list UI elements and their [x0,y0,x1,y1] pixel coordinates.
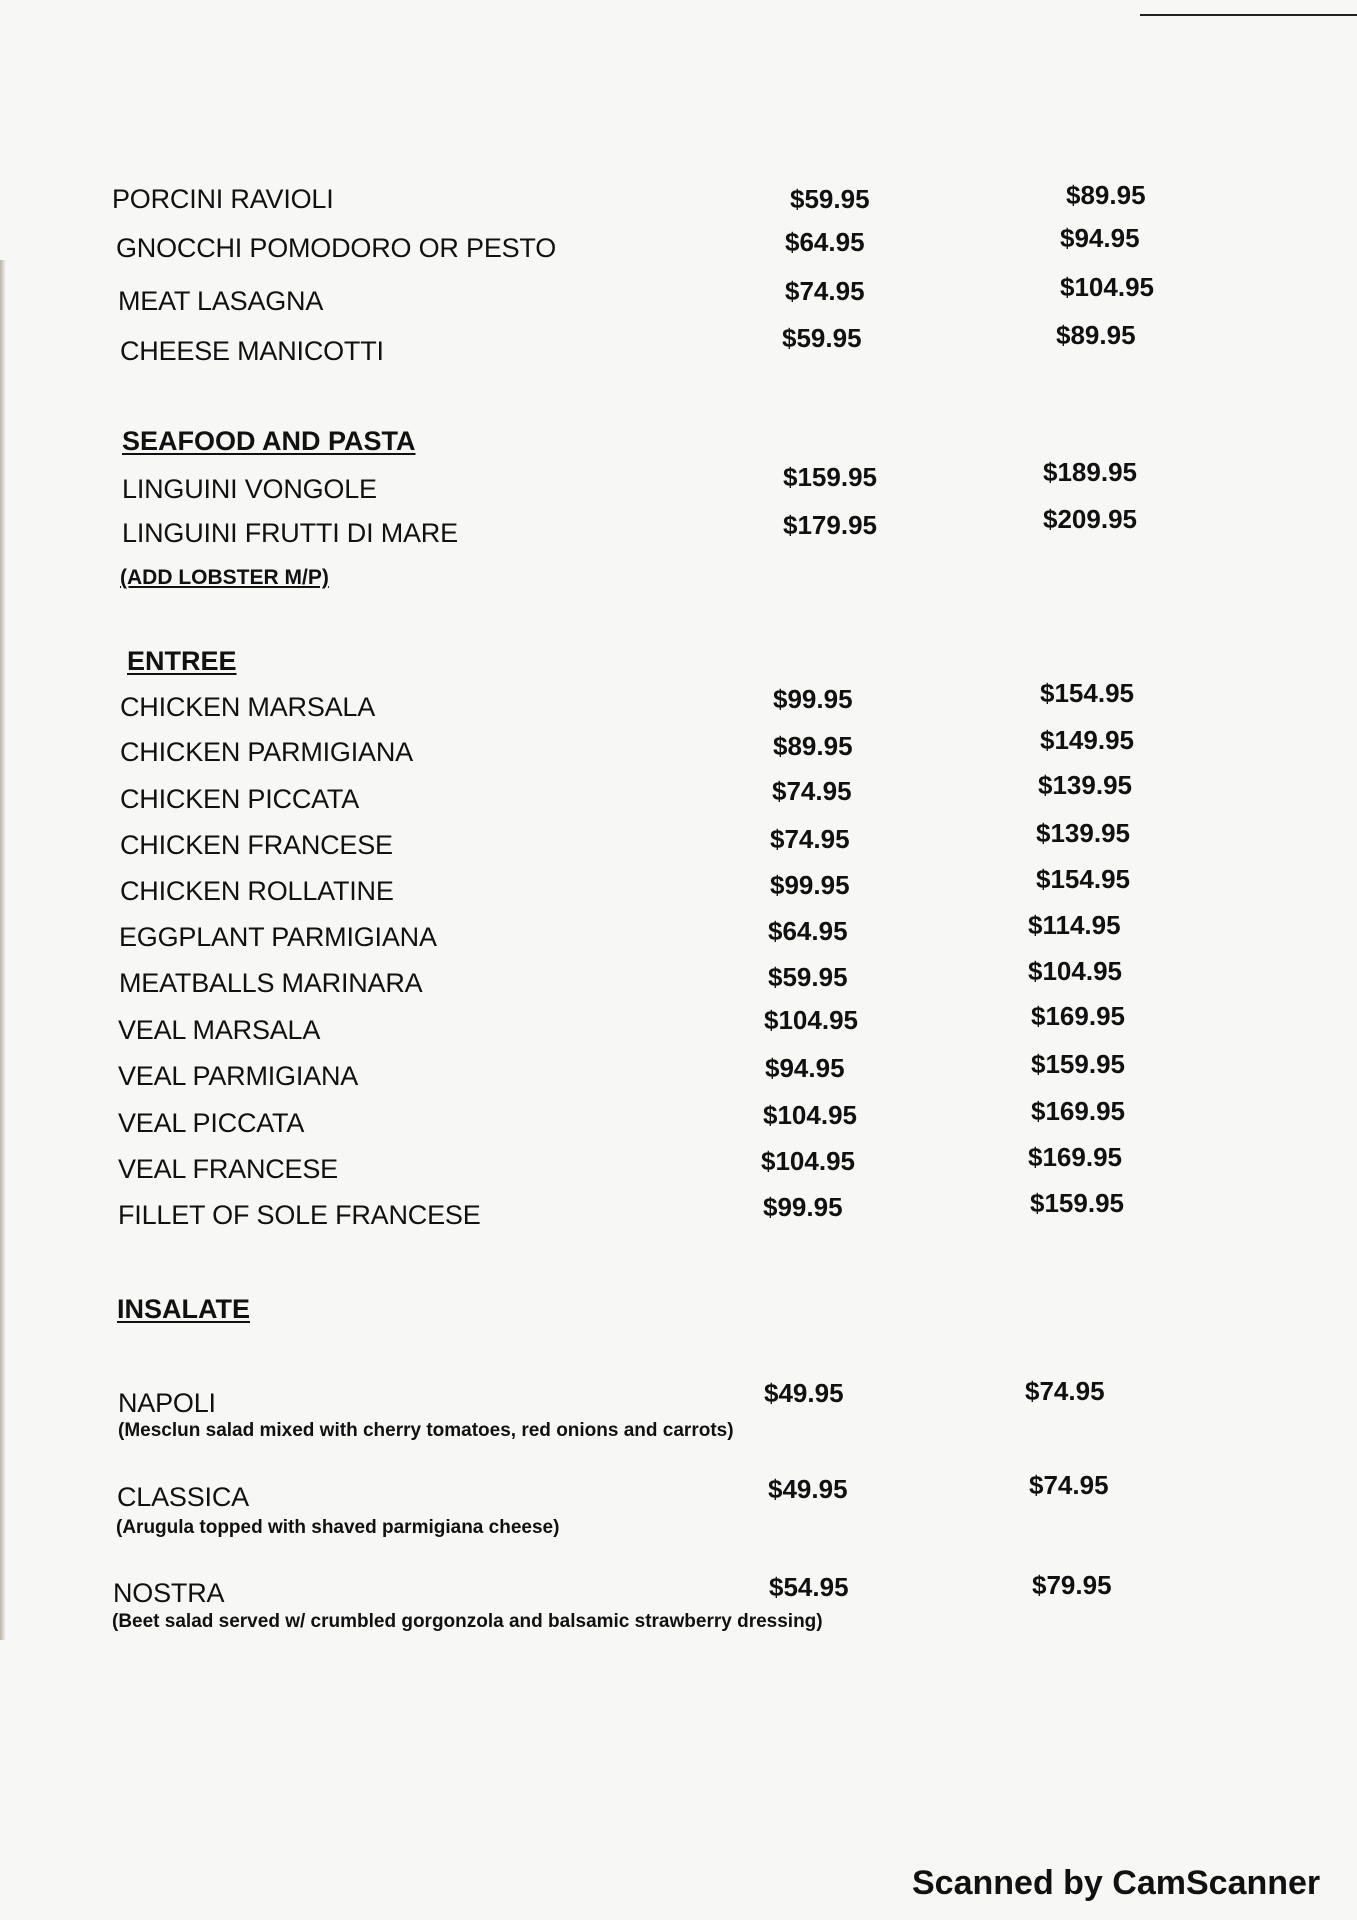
menu-item-price-1: $49.95 [768,1474,848,1504]
menu-item-price-1: $74.95 [770,824,850,854]
menu-item-name: CHICKEN ROLLATINE [120,876,394,906]
menu-item-price-1: $64.95 [768,916,848,946]
menu-item-price-2: $94.95 [1060,223,1140,253]
menu-item-name: MEATBALLS MARINARA [119,968,423,998]
menu-item-price-1: $74.95 [772,776,852,806]
menu-item-price-2: $104.95 [1028,956,1122,986]
menu-item-price-2: $89.95 [1066,180,1146,210]
menu-item-name: CHICKEN PARMIGIANA [120,737,413,767]
menu-item-name: VEAL FRANCESE [118,1154,338,1184]
menu-item-price-1: $159.95 [783,462,877,492]
menu-item [0,1470,1357,1522]
menu-item-description: (Mesclun salad mixed with cherry tomatoes, red onions and carrots) [118,1420,734,1441]
menu-item-price-1: $94.95 [765,1053,845,1083]
menu-item-price-1: $179.95 [783,510,877,540]
menu-item-name: NAPOLI [118,1388,216,1418]
menu-item [0,725,1357,777]
menu-item [0,1049,1357,1101]
menu-item-price-1: $64.95 [785,227,865,257]
menu-item-price-2: $154.95 [1040,678,1134,708]
menu-item [0,770,1357,824]
menu-item-name: MEAT LASAGNA [118,286,324,316]
menu-item-name: CHEESE MANICOTTI [120,336,384,366]
menu-item-price-2: $89.95 [1056,320,1136,350]
menu-item-price-2: $169.95 [1031,1096,1125,1126]
scanner-watermark: Scanned by CamScanner [912,1864,1321,1902]
menu-item-price-1: $74.95 [785,276,865,306]
menu-item-price-1: $104.95 [761,1146,855,1176]
menu-item [0,818,1357,870]
menu-item-name: VEAL PARMIGIANA [118,1061,359,1091]
menu-item [0,1001,1357,1055]
menu-item [0,864,1357,916]
menu-note: (ADD LOBSTER M/P) [120,566,329,589]
menu-item-name: NOSTRA [113,1578,225,1608]
menu-item-price-2: $154.95 [1036,864,1130,894]
menu-item-description: (Beet salad served w/ crumbled gorgonzola and balsamic strawberry dressing) [112,1611,823,1632]
menu-item-price-1: $99.95 [770,870,850,900]
menu-item-price-1: $54.95 [769,1572,849,1602]
menu-item-price-2: $79.95 [1032,1570,1112,1600]
menu-item-name: LINGUINI VONGOLE [122,474,377,504]
menu-item [0,272,1357,326]
menu-item-price-1: $89.95 [773,731,853,761]
menu-item-price-1: $104.95 [763,1100,857,1130]
menu-item-name: LINGUINI FRUTTI DI MARE [122,518,458,548]
menu-item-price-2: $139.95 [1038,770,1132,800]
menu-item-price-1: $59.95 [782,323,862,353]
section-heading-seafood: SEAFOOD AND PASTA [122,426,416,456]
menu-item [0,1096,1357,1148]
menu-item-price-1: $99.95 [763,1192,843,1222]
menu-item-name: CHICKEN FRANCESE [120,830,393,860]
menu-item-name: FILLET OF SOLE FRANCESE [118,1200,481,1230]
menu-item-price-1: $59.95 [768,962,848,992]
menu-item-price-2: $169.95 [1028,1142,1122,1172]
menu-item-price-2: $104.95 [1060,272,1154,302]
menu-item-name: VEAL PICCATA [118,1108,305,1138]
menu-item-price-1: $49.95 [764,1378,844,1408]
menu-item-name: CHICKEN MARSALA [120,692,376,722]
top-rule [1140,14,1357,16]
menu-item-description: (Arugula topped with shaved parmigiana cheese) [116,1517,560,1538]
menu-item-price-2: $74.95 [1025,1376,1105,1406]
menu-item [0,504,1357,558]
menu-item-name: GNOCCHI POMODORO OR PESTO [116,233,557,263]
section-heading-entree: ENTREE [127,646,237,676]
menu-item [0,910,1357,962]
menu-item-price-2: $209.95 [1043,504,1137,534]
menu-item-price-2: $189.95 [1043,457,1137,487]
menu-item [0,956,1357,1008]
menu-item-price-2: $74.95 [1029,1470,1109,1500]
menu-item-price-2: $149.95 [1040,725,1134,755]
menu-item [0,678,1357,732]
menu-item [0,180,1357,224]
menu-item-price-1: $99.95 [773,684,853,714]
menu-item-price-1: $104.95 [764,1005,858,1035]
menu-item-name: EGGPLANT PARMIGIANA [119,922,437,952]
menu-item-price-2: $169.95 [1031,1001,1125,1031]
menu-item-price-2: $139.95 [1036,818,1130,848]
menu-item-name: CLASSICA [117,1482,249,1512]
menu-item-price-2: $114.95 [1028,910,1121,940]
menu-item-price-1: $59.95 [790,184,870,214]
menu-item-name: PORCINI RAVIOLI [112,184,334,214]
menu-item [0,457,1357,514]
menu-item [0,320,1357,376]
menu-item-price-2: $159.95 [1030,1188,1124,1218]
menu-item-name: VEAL MARSALA [118,1015,321,1045]
menu-item [0,1188,1357,1240]
menu-item-name: CHICKEN PICCATA [120,784,360,814]
menu-item [0,223,1357,273]
menu-item [0,1142,1357,1194]
menu-item-price-2: $159.95 [1031,1049,1125,1079]
section-heading-insalate: INSALATE [117,1294,250,1324]
